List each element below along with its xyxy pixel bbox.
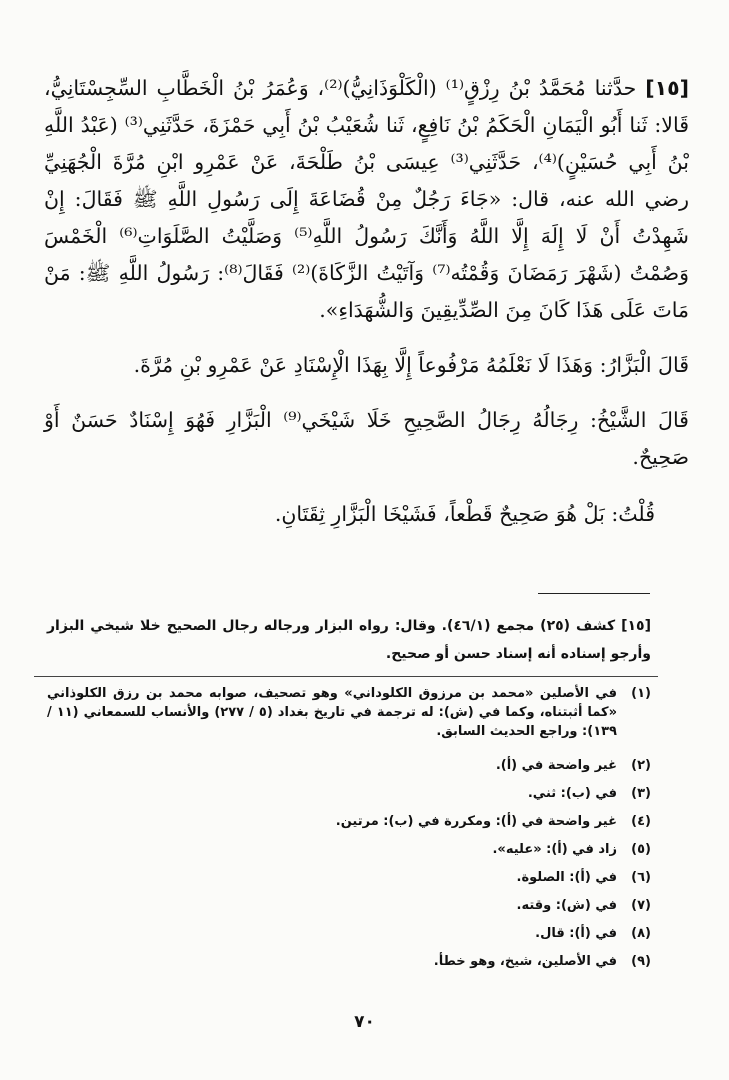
main-text (44, 70, 689, 533)
footnote-item (47, 784, 651, 803)
footnote-text: زاد في (أ): «عليه». (492, 842, 617, 857)
footnote-item (47, 684, 651, 741)
footnote-text: غير واضحة في (أ): ومكررة في (ب): مرتين. (335, 814, 617, 829)
takhrij-text: كشف (٢٥) مجمع (٤٦/١). وقال: رواه البزار ورجاله رجال الصحيح خلا شيخي البزار وأرجو إسناده أنه إسناد حسن أو صحيح. (47, 618, 651, 662)
footnote-text: في (أ): قال. (535, 926, 617, 941)
bazzar-comment: قَالَ الْبَزَّارُ: وَهَذَا لَا نَعْلَمُهُ مَرْفُوعاً إِلَّا بِهَذَا الْإِسْنَادِ عَنْ عَمْرِو بْنِ مُرَّةَ. (133, 353, 689, 377)
footnote-rule (34, 676, 658, 677)
footnote-number: (١) (631, 686, 651, 701)
footnote-number: (٩) (631, 954, 651, 969)
footnotes (47, 684, 651, 980)
footnote-text: في الأصلين، شيخ، وهو خطأ. (433, 954, 617, 969)
footnote-item (47, 924, 651, 943)
footnote-text: في (ب): ثني. (527, 786, 617, 801)
footnote-number: (٤) (631, 814, 651, 829)
hadith-text: حدَّثنا مُحَمَّدُ بْنُ رِزْقٍ⁽¹⁾ (الْكَلْوَذَانِيُّ)⁽²⁾، وَعُمَرُ بْنُ الْخَطَّابِ السِّجِسْتَانِيُّ، قَالا: ثَنا أَبُو الْيَمَانِ الْحَكَمُ بْنُ نَافِعٍ، ثَنا شُعَيْبُ بْنُ أَبِي حَمْزَةَ، حَدَّثَنِي⁽³⁾ (عَبْدُ اللَّهِ بْنُ أَبِي حُسَيْنٍ)⁽⁴⁾، حَدَّثَنِي⁽³⁾ عِيسَى بْنُ طَلْحَةَ، عَنْ عَمْرِو ابْنِ مُرَّةَ الْجُهَنِيِّ رضي الله عنه، قال: «جَاءَ رَجُلٌ مِنْ قُضَاعَةَ إِلَى رَسُولِ اللَّهِ ﷺ فَقَالَ: إِنْ شَهِدْتُ أَنْ لَا إِلَهَ إِلَّا اللَّهُ وَأَنَّكَ رَسُولُ اللَّهِ⁽⁵⁾ وَصَلَّيْتُ الصَّلَوَاتِ⁽⁶⁾ الْخَمْسَ وَصُمْتُ (شَهْرَ رَمَضَانَ وَقُمْتُه⁽⁷⁾ وَآتَيْتُ الزَّكَاةَ)⁽²⁾ فَقَالَ⁽⁸⁾: رَسُولُ اللَّهِ ﷺ: مَنْ مَاتَ عَلَى هَذَا كَانَ مِنَ الصِّدِّيقِينَ وَالشُّهَدَاءِ». (44, 76, 690, 322)
shaykh-comment: قَالَ الشَّيْخُ: رِجَالُهُ رِجَالُ الصَّحِيحِ خَلَا شَيْخَي⁽⁹⁾ الْبَزَّارِ فَهُوَ إِسْنَادٌ حَسَنٌ أَوْ صَحِيحٌ. (44, 408, 689, 469)
footnote-item (47, 868, 651, 887)
footnote-item (47, 952, 651, 971)
footnote-text: في (ش): وقته. (516, 898, 617, 913)
qultu-comment: قُلْتُ: بَلْ هُوَ صَحِيحٌ قَطْعاً، فَشَيْخَا الْبَزَّارِ ثِقَتَانِ. (274, 502, 655, 526)
page-number: ٧٠ (354, 1012, 375, 1032)
footnote-number: (٨) (631, 926, 651, 941)
hadith-paragraph (44, 70, 689, 329)
footnote-item (47, 812, 651, 831)
hadith-number: [١٥] (645, 76, 690, 100)
footnote-number: (٣) (631, 786, 651, 801)
footnote-number: (٦) (631, 870, 651, 885)
footnote-text: غير واضحة في (أ). (495, 758, 617, 773)
footnote-item (47, 756, 651, 775)
footnote-number: (٢) (631, 758, 651, 773)
footnote-text: في الأصلين «محمد بن مرزوق الكلوداني» وهو تصحيف، صوابه محمد بن رزق الكلوذاني «كما أثبتناه، وكما في (ش): له ترجمة في تاريخ بغداد (٥ / ٢٧٧) والأنساب للسمعاني (١١ / ١٣٩): وراجع الحديث السابق. (47, 686, 617, 739)
takhrij-number: [١٥] (621, 618, 651, 634)
footnote-number: (٧) (631, 898, 651, 913)
footnote-number: (٥) (631, 842, 651, 857)
takhrij-paragraph (47, 612, 651, 668)
footnote-item (47, 896, 651, 915)
section-divider (538, 593, 650, 594)
footnote-text: في (أ): الصلوة. (516, 870, 617, 885)
footnote-item (47, 840, 651, 859)
